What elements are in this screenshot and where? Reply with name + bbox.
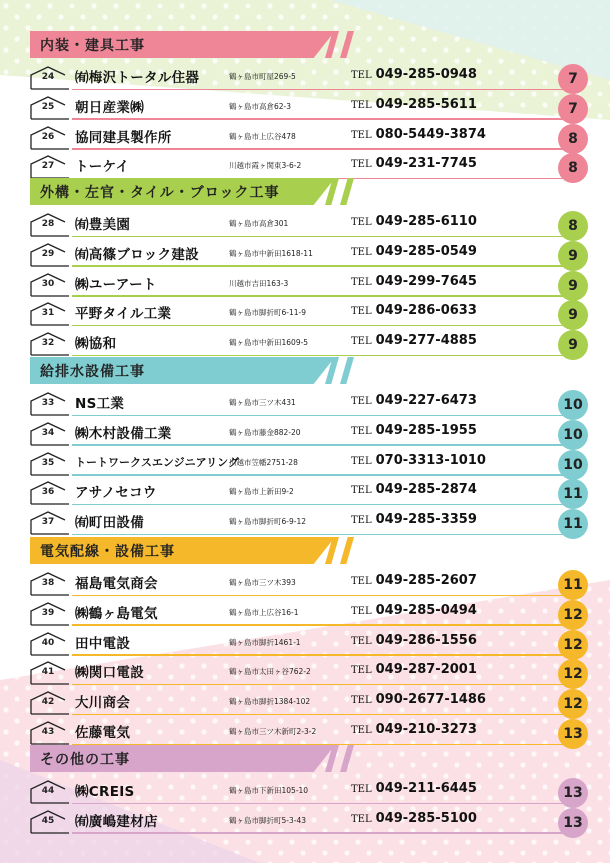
row-underline [72, 148, 580, 150]
company-name: 平野タイル工業 [75, 306, 172, 323]
phone-number[interactable] [351, 333, 477, 348]
company-name: ㈱木村設備工業 [75, 425, 172, 442]
section-header [30, 31, 350, 58]
directory-row [30, 238, 588, 267]
company-address: 川越市吉田163-3 [229, 278, 289, 288]
phone-number-value: 049-227-6473 [375, 393, 477, 408]
page-number-badge[interactable]: 13 [558, 719, 588, 749]
phone-number-value: 070-3313-1010 [375, 452, 486, 468]
entry-number: 38 [41, 578, 55, 588]
entry-number: 34 [41, 427, 55, 438]
entry-number: 26 [41, 131, 55, 142]
company-address: 鶴ヶ島市脚折町6-11-9 [229, 308, 306, 318]
page-number-badge[interactable]: 8 [558, 153, 588, 183]
entry-number: 28 [41, 219, 55, 229]
company-address: 川越市笠幡2751-28 [229, 457, 298, 467]
tel-label: TEL [351, 665, 372, 677]
company-name: ㈲豊美園 [75, 217, 131, 233]
company-name: 福島電気商会 [75, 576, 158, 592]
phone-number-value: 049-285-5100 [375, 810, 477, 826]
directory-row [30, 476, 588, 505]
section-header-stripe [340, 357, 354, 384]
company-name: ㈲廣嶋建材店 [75, 813, 158, 830]
company-name: ㈱関口電設 [75, 665, 144, 682]
company-name: トートワークスエンジニアリング [75, 455, 239, 469]
directory-row [30, 627, 588, 656]
company-address: 鶴ヶ島市脚折1384-102 [229, 697, 311, 707]
tel-label: TEL [351, 425, 372, 437]
company-address: 鶴ヶ島市高倉62-3 [229, 101, 292, 111]
entry-number: 25 [41, 101, 55, 112]
entry-number: 27 [41, 161, 55, 172]
phone-number[interactable] [351, 692, 486, 707]
row-underline [72, 118, 580, 120]
phone-number[interactable] [351, 214, 477, 229]
section-title: 内装・建具工事 [40, 38, 145, 54]
section-header [30, 745, 350, 772]
company-name: 大川商会 [75, 695, 131, 712]
phone-number[interactable] [351, 781, 477, 796]
phone-number-value: 049-231-7745 [375, 156, 477, 172]
company-address: 鶴ヶ島市太田ヶ谷762-2 [229, 667, 311, 677]
company-address: 鶴ヶ島市三ツ木393 [229, 578, 296, 587]
directory-row [30, 686, 588, 715]
directory-row [30, 387, 588, 416]
entry-number: 39 [41, 607, 55, 618]
page-number-badge[interactable]: 9 [558, 330, 588, 360]
section-header [30, 537, 350, 564]
phone-number-value: 049-285-0494 [375, 602, 477, 618]
tel-label: TEL [351, 695, 372, 707]
phone-number-value: 049-285-2607 [375, 573, 477, 588]
phone-number-value: 049-285-0948 [375, 67, 477, 82]
phone-number-value: 049-285-0549 [375, 243, 477, 259]
phone-number[interactable] [351, 97, 477, 112]
entry-number: 31 [41, 308, 55, 319]
directory-row [30, 327, 588, 356]
directory-row [30, 91, 588, 120]
page-number-badge[interactable]: 12 [558, 600, 588, 630]
section-title: 給排水設備工事 [40, 364, 145, 380]
directory-row [30, 567, 588, 596]
entry-number: 44 [41, 786, 55, 796]
page-number-badge[interactable]: 10 [558, 450, 588, 480]
entry-number: 30 [41, 278, 55, 289]
tel-label: TEL [351, 306, 372, 318]
row-underline [72, 654, 580, 656]
phone-number-value: 090-2677-1486 [375, 692, 486, 708]
directory-row [30, 121, 588, 150]
entry-number: 42 [41, 697, 55, 708]
phone-number[interactable] [351, 244, 477, 259]
page-number-badge[interactable]: 11 [558, 570, 588, 600]
company-address: 鶴ヶ島市中新田1618-11 [229, 248, 313, 258]
tel-label: TEL [351, 576, 372, 587]
section-title: その他の工事 [40, 752, 130, 768]
phone-number-value: 049-285-5611 [375, 96, 477, 112]
phone-number-value: 049-277-4885 [375, 333, 477, 349]
directory-row [30, 716, 588, 745]
company-address: 鶴ヶ島市上新田9-2 [229, 487, 294, 497]
section-header-stripe [340, 31, 354, 58]
company-name: 朝日産業㈱ [75, 99, 144, 116]
company-name: ㈲高篠ブロック建設 [75, 246, 199, 263]
section-header-stripe [340, 537, 354, 564]
row-underline [72, 595, 580, 597]
entry-number: 33 [41, 398, 55, 408]
row-underline [72, 832, 580, 834]
page-number-badge[interactable]: 8 [558, 124, 588, 154]
phone-number[interactable] [351, 393, 477, 408]
company-name: ㈱鶴ヶ島電気 [75, 605, 158, 622]
company-address: 鶴ヶ島市高倉301 [229, 219, 289, 228]
directory-row [30, 61, 588, 90]
company-address: 鶴ヶ島市脚折町5-3-43 [229, 815, 306, 825]
entry-number: 43 [41, 727, 55, 737]
row-underline [72, 504, 580, 506]
directory-row [30, 656, 588, 685]
phone-number-value: 080-5449-3874 [375, 126, 486, 142]
page-number-badge[interactable]: 11 [558, 509, 588, 539]
tel-label: TEL [351, 784, 372, 795]
page-number-badge[interactable]: 10 [558, 420, 588, 450]
company-name: ㈱協和 [75, 336, 117, 353]
phone-number[interactable] [351, 453, 486, 468]
directory-row [30, 506, 588, 535]
section-title: 電気配線・設備工事 [40, 544, 175, 560]
row-underline [72, 444, 580, 446]
company-name: NS工業 [75, 396, 125, 412]
phone-number[interactable] [351, 722, 477, 737]
phone-number-value: 049-211-6445 [375, 781, 477, 796]
company-address: 鶴ヶ島市上広谷478 [229, 131, 296, 141]
company-address: 川越市霞ヶ関東3-6-2 [229, 161, 302, 171]
row-underline [72, 89, 580, 91]
entry-number: 32 [41, 338, 55, 349]
page-number-badge[interactable]: 11 [558, 479, 588, 509]
directory-row [30, 297, 588, 326]
company-address: 鶴ヶ島市藤金882-20 [229, 427, 301, 437]
company-name: ㈲町田設備 [75, 515, 144, 532]
row-underline [72, 295, 580, 297]
company-name: ㈲梅沢トータル住器 [75, 70, 200, 86]
tel-label: TEL [351, 276, 372, 288]
page-number-badge[interactable]: 8 [558, 211, 588, 241]
row-underline [72, 714, 580, 716]
row-underline [72, 415, 580, 417]
tel-label: TEL [351, 515, 372, 527]
row-underline [72, 684, 580, 686]
directory-row [30, 150, 588, 179]
tel-label: TEL [351, 70, 372, 81]
tel-label: TEL [351, 485, 372, 497]
page-number-badge[interactable]: 9 [558, 241, 588, 271]
phone-number[interactable] [351, 662, 477, 677]
company-address: 鶴ヶ島市三ツ木431 [229, 398, 296, 407]
directory-row [30, 268, 588, 297]
phone-number[interactable] [351, 423, 477, 438]
tel-label: TEL [351, 635, 372, 647]
tel-label: TEL [351, 246, 372, 258]
phone-number[interactable] [351, 573, 477, 588]
entry-number: 41 [41, 667, 55, 678]
page-number-badge[interactable]: 7 [558, 64, 588, 94]
section-header [30, 178, 350, 205]
row-underline [72, 325, 580, 327]
directory-row [30, 775, 588, 804]
tel-label: TEL [351, 159, 372, 171]
company-name: アサノセコウ [75, 485, 157, 502]
company-name: 田中電設 [75, 635, 131, 652]
company-name: トーケイ [75, 159, 130, 176]
tel-label: TEL [351, 725, 372, 736]
phone-number[interactable] [351, 512, 477, 527]
company-address: 鶴ヶ島市中新田1609-5 [229, 338, 309, 348]
phone-number-value: 049-286-0633 [375, 303, 477, 319]
company-address: 鶴ヶ島市下新田105-10 [229, 786, 309, 795]
phone-number[interactable] [351, 603, 477, 618]
phone-number-value: 049-210-3273 [375, 722, 477, 737]
tel-label: TEL [351, 455, 372, 467]
company-name: 佐藤電気 [75, 725, 131, 741]
page-number-badge[interactable]: 13 [558, 808, 588, 838]
directory-row [30, 805, 588, 834]
company-address: 鶴ヶ島市脚折町6-9-12 [229, 517, 306, 527]
row-underline [72, 236, 580, 238]
phone-number[interactable] [351, 127, 486, 142]
page-number-badge[interactable]: 13 [558, 778, 588, 808]
company-name: ㈱ユーアート [75, 276, 157, 293]
directory-row [30, 447, 588, 476]
phone-number-value: 049-299-7645 [375, 273, 477, 289]
row-underline [72, 265, 580, 267]
phone-number[interactable] [351, 811, 477, 826]
section-header [30, 357, 350, 384]
row-underline [72, 474, 580, 476]
company-name: 協同建具製作所 [75, 129, 172, 146]
phone-number[interactable] [351, 633, 477, 648]
section-header-stripe [340, 745, 354, 772]
row-underline [72, 624, 580, 626]
entry-number: 40 [41, 637, 55, 648]
entry-number: 29 [41, 248, 55, 259]
phone-number-value: 049-287-2001 [375, 662, 477, 678]
row-underline [72, 355, 580, 357]
company-address: 鶴ヶ島市脚折1461-1 [229, 637, 301, 647]
page-number-badge[interactable]: 12 [558, 630, 588, 660]
company-address: 鶴ヶ島市三ツ木新町2-3-2 [229, 727, 317, 736]
row-underline [72, 803, 580, 805]
entry-number: 45 [41, 815, 55, 826]
phone-number[interactable] [351, 156, 477, 171]
phone-number-value: 049-285-1955 [375, 422, 477, 438]
entry-number: 24 [41, 72, 55, 82]
directory-row [30, 417, 588, 446]
page-number-badge[interactable]: 12 [558, 689, 588, 719]
page-number-badge[interactable]: 12 [558, 659, 588, 689]
directory-row [30, 208, 588, 237]
entry-number: 37 [41, 517, 55, 528]
phone-number[interactable] [351, 274, 477, 289]
phone-number[interactable] [351, 303, 477, 318]
company-name: ㈱CREIS [75, 784, 135, 800]
phone-number[interactable] [351, 67, 477, 82]
tel-label: TEL [351, 336, 372, 348]
tel-label: TEL [351, 396, 372, 407]
tel-label: TEL [351, 129, 372, 141]
phone-number[interactable] [351, 482, 477, 497]
section-header-stripe [340, 178, 354, 205]
page-number-badge[interactable]: 7 [558, 94, 588, 124]
company-address: 鶴ヶ島市町屋269-5 [229, 72, 296, 81]
section-title: 外構・左官・タイル・ブロック工事 [40, 185, 280, 201]
phone-number-value: 049-286-1556 [375, 632, 477, 648]
entry-number: 36 [41, 487, 55, 498]
row-underline [72, 534, 580, 536]
directory-row [30, 597, 588, 626]
phone-number-value: 049-285-3359 [375, 512, 477, 528]
tel-label: TEL [351, 605, 372, 617]
phone-number-value: 049-285-2874 [375, 482, 477, 498]
company-address: 鶴ヶ島市上広谷16-1 [229, 607, 299, 617]
tel-label: TEL [351, 99, 372, 111]
page-number-badge[interactable]: 9 [558, 271, 588, 301]
tel-label: TEL [351, 813, 372, 825]
page-number-badge[interactable]: 9 [558, 300, 588, 330]
entry-number: 35 [41, 457, 55, 468]
phone-number-value: 049-285-6110 [375, 214, 477, 229]
tel-label: TEL [351, 217, 372, 228]
page-number-badge[interactable]: 10 [558, 390, 588, 420]
